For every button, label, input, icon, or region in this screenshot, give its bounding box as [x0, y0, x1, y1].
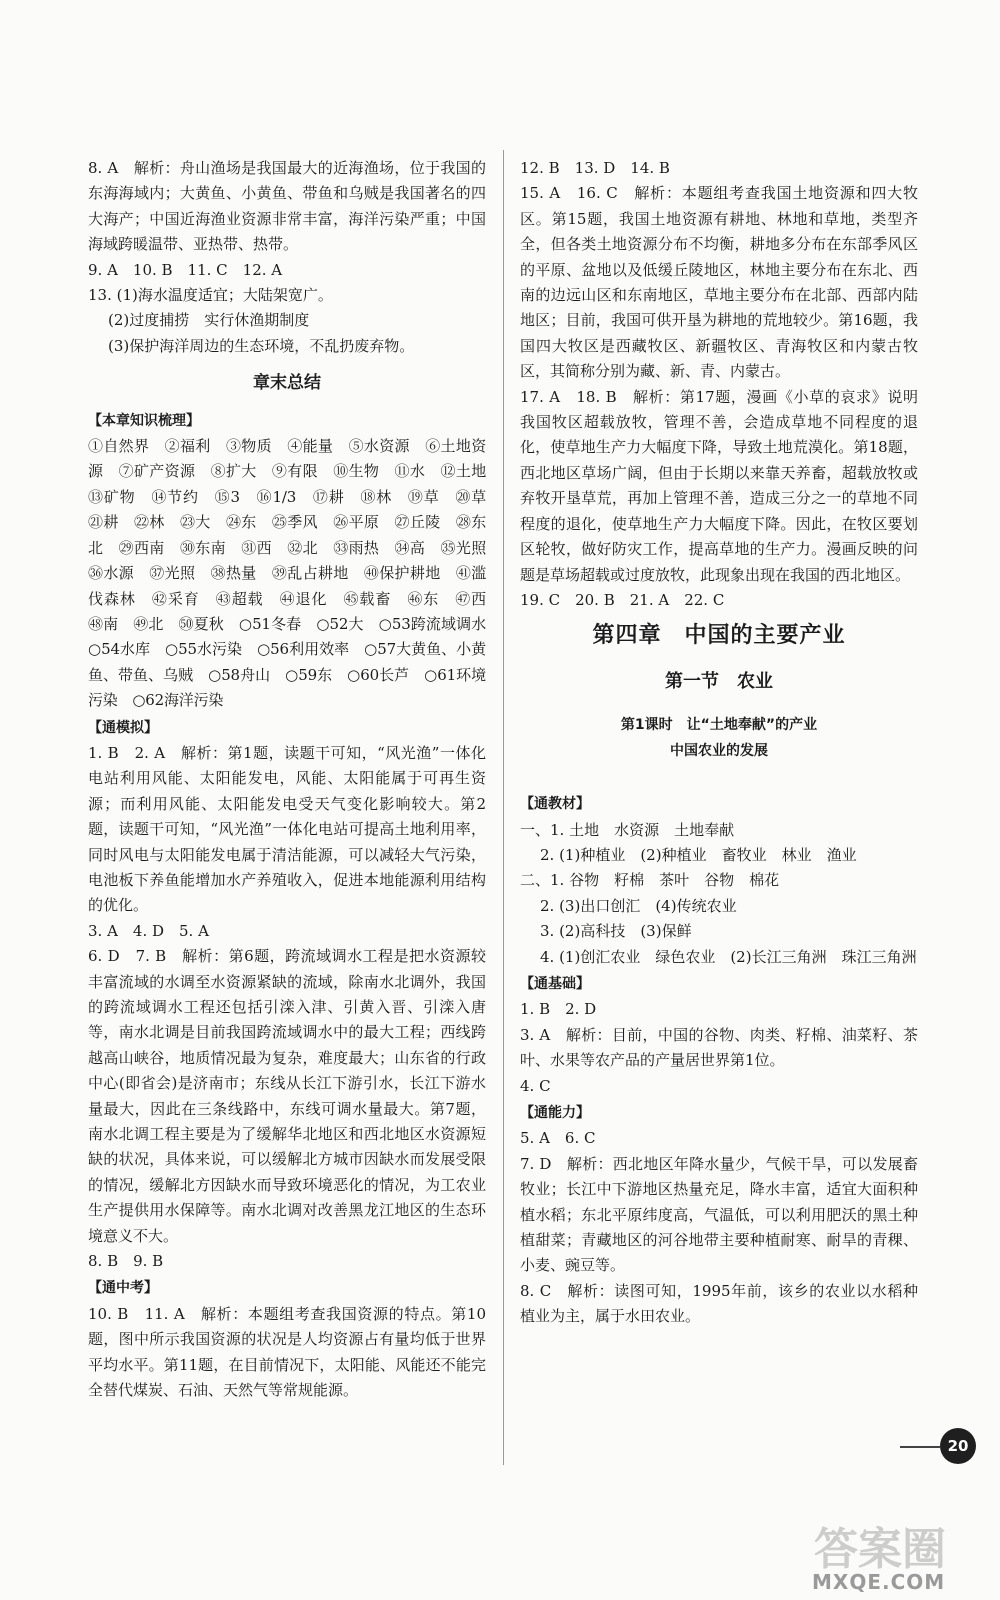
lesson-subtitle: 中国农业的发展 — [670, 743, 768, 760]
answer-13-3: (3)保护海洋周边的生态环境，不乱扔废弃物。 — [108, 336, 415, 355]
answer-13-1: 13. (1)海水温度适宜；大陆架宽广。 — [88, 286, 333, 305]
mock-answer-3-5: 3. A 4. D 5. A — [88, 921, 209, 940]
tongzhongkao-label: 【通中考】 — [88, 1280, 158, 1297]
page-number: 20 — [940, 1428, 976, 1464]
basic-answer-4: 4. C — [520, 1076, 551, 1095]
basic-answer-3: 3. A 解析：目前，中国的谷物、肉类、籽棉、油菜籽、茶叶、水果等农产品的产量居世界第1位。 — [520, 1025, 918, 1070]
watermark-url: MXQE.COM — [812, 1570, 946, 1594]
mock-answer-8-9: 8. B 9. B — [88, 1252, 164, 1271]
tongjiaocai-label: 【通教材】 — [520, 796, 590, 813]
chapter-title: 第四章 中国的主要产业 — [592, 623, 846, 649]
mock-answer-1-2: 1. B 2. A 解析：第1题，读题干可知，“风光渔”一体化电站利用风能、太阳能发电，风能、太阳能属于可再生资源；而利用风能、太阳能发电受天气变化影响较大。第2题，读题干可知，“风光渔”一体化电站可提高土地利用率，同时风电与太阳能发电属于清洁能源，可以减轻大气污染，电池板下养鱼能增加水产养殖收入，促进本地能源利用结构的优化。 — [88, 743, 486, 915]
knowledge-label: 【本章知识梳理】 — [88, 412, 200, 429]
textbook-1-2: 2. (1)种植业 (2)种植业 畜牧业 林业 渔业 — [540, 845, 857, 864]
textbook-1-1: 一、1. 土地 水资源 土地奉献 — [520, 820, 735, 839]
column-divider — [503, 150, 504, 1465]
tongjichu-label: 【通基础】 — [520, 975, 590, 992]
ability-answer-5-6: 5. A 6. C — [520, 1129, 596, 1148]
answer-12-14: 12. B 13. D 14. B — [520, 159, 670, 177]
basic-answer-1-2: 1. B 2. D — [520, 1000, 597, 1019]
right-column — [520, 156, 918, 1330]
ability-answer-7: 7. D 解析：西北地区年降水量少，气候干旱，可以发展畜牧业；长江中下游地区热量充足，降水丰富，适宜大面积种植水稻；东北平原纬度高，气温低，可以利用肥沃的黑土种植甜菜；青藏地区的河谷地带主要种植耐寒、耐旱的青稞、小麦、豌豆等。 — [520, 1154, 918, 1275]
answer-19-22: 19. C 20. B 21. A 22. C — [520, 590, 725, 609]
lesson-title: 第1课时 让“土地奉献”的产业 — [620, 717, 818, 734]
answer-8: 8. A 解析：舟山渔场是我国最大的近海渔场，位于我国的东海海域内；大黄鱼、小黄鱼、带鱼和乌贼是我国著名的四大海产；中国近海渔业资源非常丰富，海洋污染严重；中国海域跨暖温带、亚热带、热带。 — [88, 159, 486, 254]
ability-answer-8: 8. C 解析：读图可知，1995年前，该乡的农业以水稻种植业为主，属于水田农业。 — [520, 1281, 918, 1326]
lesson-title-block — [520, 712, 918, 764]
answer-13-2: (2)过度捕捞 实行休渔期制度 — [108, 311, 310, 330]
summary-title: 章末总结 — [253, 373, 321, 394]
answer-15-16: 15. A 16. C 解析：本题组考查我国土地资源和四大牧区。第15题，我国土地资源有耕地、林地和草地，类型齐全，但各类土地资源分布不均衡，耕地多分布在东部季风区的平原、盆地以及低缓丘陵地区，林地主要分布在东北、西南的边远山区和东南地区，草地主要分布在北部、西部内陆地区；目前，我国可供开垦为耕地的荒地较少。第16题，我国四大牧区是西藏牧区、新疆牧区、青海牧区和内蒙古牧区，其简称分别为藏、新、青、内蒙古。 — [520, 184, 918, 381]
knowledge-items: ①自然界 ②福利 ③物质 ④能量 ⑤水资源 ⑥土地资源 ⑦矿产资源 ⑧扩大 ⑨有限 ⑩生物 ⑪水 ⑫土地 ⑬矿物 ⑭节约 ⑮3 ⑯1/3 ⑰耕 ⑱林 ⑲草 ⑳草 ㉑耕 ㉒林 ㉓大 ㉔东 ㉕季风 ㉖平原 ㉗丘陵 ㉘东北 ㉙西南 ㉚东南 ㉛西 ㉜北 ㉝雨热 ㉞高 ㉟光照 ㊱水源 ㊲光照 ㊳热量 ㊴乱占耕地 ㊵保护耕地 ㊶滥伐森林 ㊷采育 ㊸超载 ㊹退化 ㊺载畜 ㊻东 ㊼西 ㊽南 ㊾北 ㊿夏秋 ○51冬春 ○52大 ○53跨流域调水 ○54水库 ○55水污染 ○56利用效率 ○57大黄鱼、小黄鱼、带鱼、乌贼 ○58舟山 ○59东 ○60长芦 ○61环境污染 ○62海洋污染 — [88, 437, 501, 710]
mock-answer-6-7: 6. D 7. B 解析：第6题，跨流域调水工程是把水资源较丰富流域的水调至水资源紧缺的流域，除南水北调外，我国的跨流域调水工程还包括引滦入津、引黄入晋、引滦入唐等，南水北调是目前我国跨流域调水中的最大工程；西线跨越高山峡谷，地质情况最为复杂，难度最大；山东省的行政中心(即省会)是济南市；东线从长江下游引水，长江下游水量最大，因此在三条线路中，东线可调水量最大。第7题，南水北调工程主要是为了缓解华北地区和西北地区水资源短缺的状况，具体来说，可以缓解北方城市因缺水而发展受限的情况，缓解北方因缺水而导致环境恶化的情况，为工农业生产提供用水保障等。南水北调对改善黑龙江地区的生态环境意义不大。 — [88, 947, 486, 1245]
tongmoni-label: 【通模拟】 — [88, 719, 158, 736]
section-title: 第一节 农业 — [665, 670, 773, 692]
textbook-2-1: 二、1. 谷物 籽棉 茶叶 谷物 棉花 — [520, 871, 780, 890]
page-number-rule — [900, 1446, 940, 1448]
textbook-2-2: 2. (3)出口创汇 (4)传统农业 — [540, 896, 737, 915]
answer-17-18: 17. A 18. B 解析：第17题，漫画《小草的哀求》说明我国牧区超载放牧，管理不善，会造成草地不同程度的退化，使草地生产力大幅度下降，导致土地荒漠化。第18题，西北地区草场广阔，但由于长期以来靠天养畜，超载放牧或弃牧开垦草荒，再加上管理不善，造成三分之一的草地不同程度的退化，使草地生产力大幅度下降。因此，在牧区要划区轮牧，做好防灾工作，提高草地的生产力。漫画反映的问题是草场超载或过度放牧，此现象出现在我国的西北地区。 — [520, 387, 918, 584]
tongnengli-label: 【通能力】 — [520, 1105, 590, 1121]
exam-answer-10-11: 10. B 11. A 解析：本题组考查我国资源的特点。第10题，图中所示我国资源的状况是人均资源占有量均低于世界平均水平。第11题，在目前情况下，太阳能、风能还不能完全替代煤炭、石油、天然气等常规能源。 — [88, 1304, 486, 1400]
textbook-2-3: 3. (2)高科技 (3)保鲜 — [540, 922, 692, 941]
answer-9-12: 9. A 10. B 11. C 12. A — [88, 260, 283, 279]
watermark-text: 答案圈 — [814, 1524, 946, 1575]
left-column — [88, 156, 501, 1404]
textbook-2-4: 4. (1)创汇农业 绿色农业 (2)长江三角洲 珠江三角洲 — [540, 947, 917, 966]
